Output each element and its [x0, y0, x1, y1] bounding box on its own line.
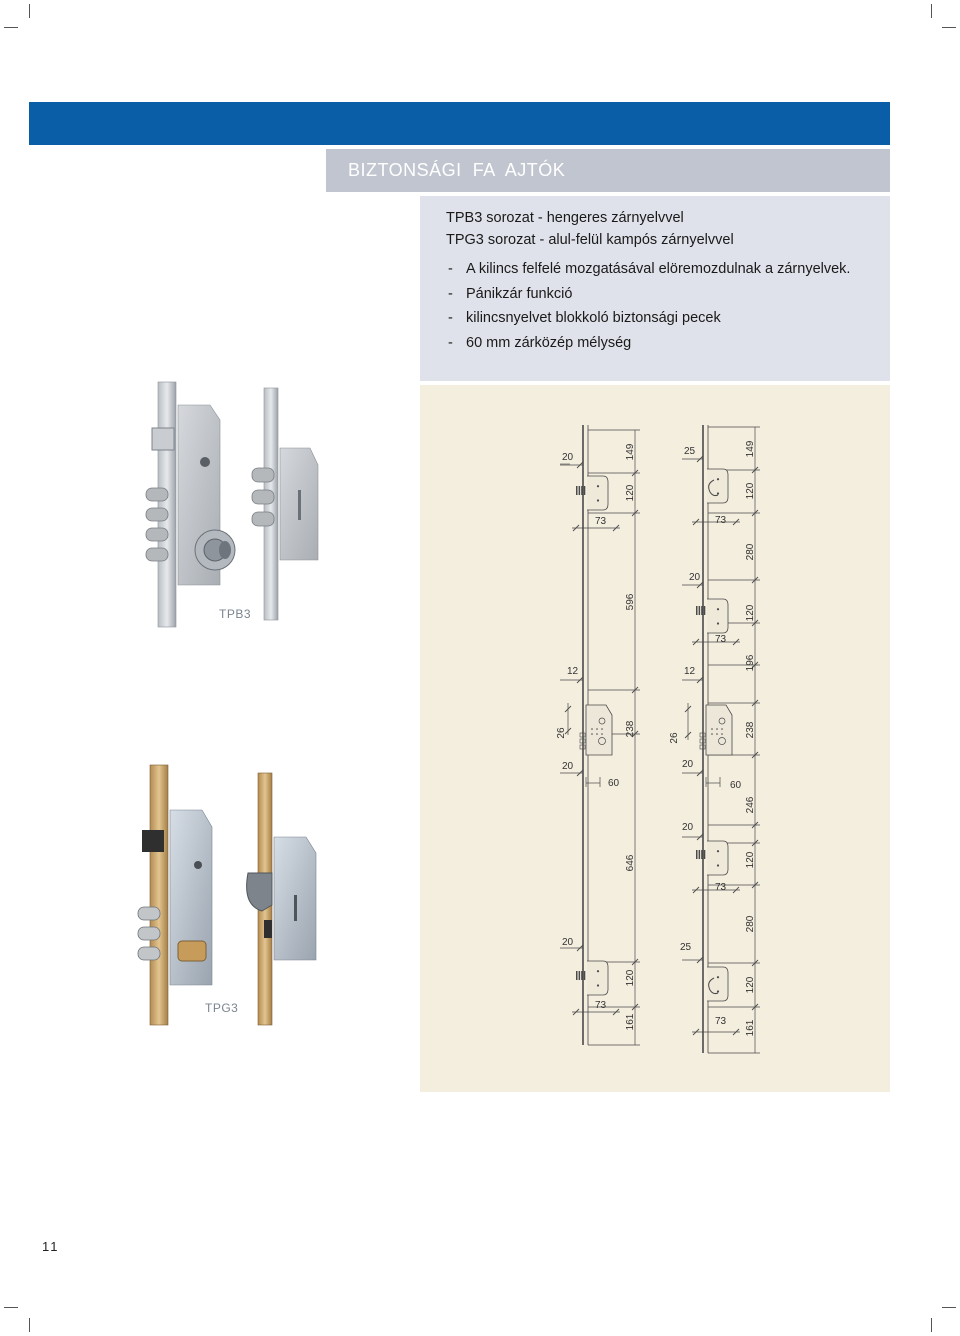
- lock-case: [586, 705, 612, 755]
- keeper-plate: [707, 841, 728, 875]
- feature-dash: -: [448, 335, 453, 351]
- bolt-mark: [576, 971, 578, 980]
- series-line-tpb3: TPB3 sorozat - hengeres zárnyelvvel: [446, 210, 684, 226]
- screw-hole: [597, 485, 599, 487]
- crop-mark: [942, 1307, 956, 1308]
- dimension-label: 73: [595, 516, 607, 527]
- crop-mark: [4, 27, 18, 28]
- tpg3-label: TPG3: [205, 1001, 239, 1015]
- feature-text: A kilincs felfelé mozgatásával elöremozdulnak a zárnyelvek.: [466, 261, 851, 277]
- dimension-label: 149: [625, 443, 636, 461]
- keeper-plate: [707, 599, 728, 633]
- product-info-box: [420, 196, 890, 381]
- dimension-label: 238: [745, 721, 756, 739]
- bolt-mark: [576, 486, 578, 495]
- case-detail: [711, 733, 713, 735]
- feature-text: kilincsnyelvet blokkoló biztonsági pecek: [466, 310, 721, 326]
- bolt-mark: [701, 606, 703, 615]
- dimension-label: 246: [745, 796, 756, 814]
- keeper-plate: [707, 967, 728, 1001]
- lock-case: [706, 705, 732, 755]
- dimension-label: 196: [745, 654, 756, 672]
- section-title-bar: [326, 149, 890, 192]
- dimension-label: 12: [684, 666, 696, 677]
- dimension-label: 20: [562, 937, 574, 948]
- bolt-mark: [579, 971, 581, 980]
- bolt-mark: [584, 971, 586, 980]
- tpg3-lock-photo: [130, 745, 330, 1030]
- case-detail: [596, 728, 598, 730]
- bolt-mark: [701, 850, 703, 859]
- dimension-label: 25: [684, 446, 696, 457]
- case-detail: [601, 733, 603, 735]
- screw-hole: [597, 984, 599, 986]
- dimension-label: 20: [689, 572, 701, 583]
- screw-hole: [717, 492, 719, 494]
- dimension-label: 26: [556, 727, 567, 739]
- dimension-label: 20: [562, 761, 574, 772]
- dimension-label: 646: [625, 854, 636, 872]
- screw-hole: [717, 608, 719, 610]
- dimension-label: 20: [682, 822, 694, 833]
- dimension-label: 25: [680, 942, 692, 953]
- screw-hole: [597, 499, 599, 501]
- case-detail: [601, 728, 603, 730]
- crop-mark: [931, 4, 932, 18]
- case-detail: [596, 733, 598, 735]
- screw-hole: [717, 850, 719, 852]
- dimension-label: 120: [745, 851, 756, 869]
- keeper-plate: [707, 469, 728, 503]
- dimension-label: 280: [745, 915, 756, 933]
- tpb3-lock-photo: [130, 360, 330, 630]
- section-title: BIZTONSÁGI FA AJTÓK: [348, 160, 566, 180]
- screw-hole: [717, 990, 719, 992]
- dimension-label: 60: [730, 780, 742, 791]
- feature-text: 60 mm zárközép mélység: [466, 335, 632, 351]
- dimension-label: 161: [625, 1013, 636, 1031]
- keeper-plate: [587, 476, 608, 510]
- crop-mark: [29, 4, 30, 18]
- bolt-mark: [581, 971, 583, 980]
- bolt-mark: [704, 850, 706, 859]
- screw-hole: [717, 864, 719, 866]
- series-line-tpg3: TPG3 sorozat - alul-felül kampós zárnyelvvel: [446, 232, 734, 248]
- crop-mark: [931, 1318, 932, 1332]
- dimension-label: 120: [625, 484, 636, 502]
- bolt-mark: [584, 486, 586, 495]
- feature-dash: -: [448, 286, 453, 302]
- feature-dash: -: [448, 261, 453, 277]
- case-detail: [591, 728, 593, 730]
- dimension-label: 73: [715, 634, 727, 645]
- case-detail: [721, 733, 723, 735]
- feature-item: [448, 335, 631, 351]
- bolt-mark: [699, 850, 701, 859]
- header-band: [29, 102, 890, 145]
- feature-item: [448, 261, 850, 277]
- case-detail: [721, 728, 723, 730]
- tpb3-label: TPB3: [219, 607, 252, 621]
- case-detail: [716, 728, 718, 730]
- dimension-label: 73: [595, 1000, 607, 1011]
- feature-item: [448, 310, 721, 326]
- screw-hole: [717, 622, 719, 624]
- page-number: 11: [42, 1239, 60, 1254]
- feature-text: Pánikzár funkció: [466, 286, 573, 302]
- dimension-label: 26: [669, 732, 680, 744]
- dimension-label: 20: [682, 759, 694, 770]
- case-detail: [711, 728, 713, 730]
- bolt-mark: [579, 486, 581, 495]
- dimension-label: 596: [625, 593, 636, 611]
- dimension-label: 120: [745, 604, 756, 622]
- crop-mark: [942, 27, 956, 28]
- dimension-label: 280: [745, 543, 756, 561]
- dimension-label: 73: [715, 882, 727, 893]
- dimension-label: 60: [608, 778, 620, 789]
- bolt-mark: [704, 606, 706, 615]
- dimension-drawing: [420, 385, 890, 1092]
- case-detail: [716, 733, 718, 735]
- screw-hole: [597, 970, 599, 972]
- screw-hole: [717, 478, 719, 480]
- dimension-label: 20: [562, 452, 574, 463]
- feature-dash: -: [448, 310, 453, 326]
- dimension-label: 120: [745, 482, 756, 500]
- case-detail: [591, 733, 593, 735]
- dimension-label: 161: [745, 1019, 756, 1037]
- dimension-label: 238: [625, 720, 636, 738]
- bolt-mark: [696, 850, 698, 859]
- crop-mark: [29, 1318, 30, 1332]
- dimension-label: 149: [745, 440, 756, 458]
- dimension-label: 120: [745, 976, 756, 994]
- bolt-mark: [696, 606, 698, 615]
- keeper-plate: [587, 961, 608, 995]
- feature-item: [448, 286, 572, 302]
- crop-mark: [4, 1307, 18, 1308]
- dimension-label: 73: [715, 515, 727, 526]
- bolt-mark: [699, 606, 701, 615]
- screw-hole: [717, 976, 719, 978]
- dimension-label: 73: [715, 1016, 727, 1027]
- dimension-label: 12: [567, 666, 579, 677]
- dimension-label: 120: [625, 969, 636, 987]
- bolt-mark: [581, 486, 583, 495]
